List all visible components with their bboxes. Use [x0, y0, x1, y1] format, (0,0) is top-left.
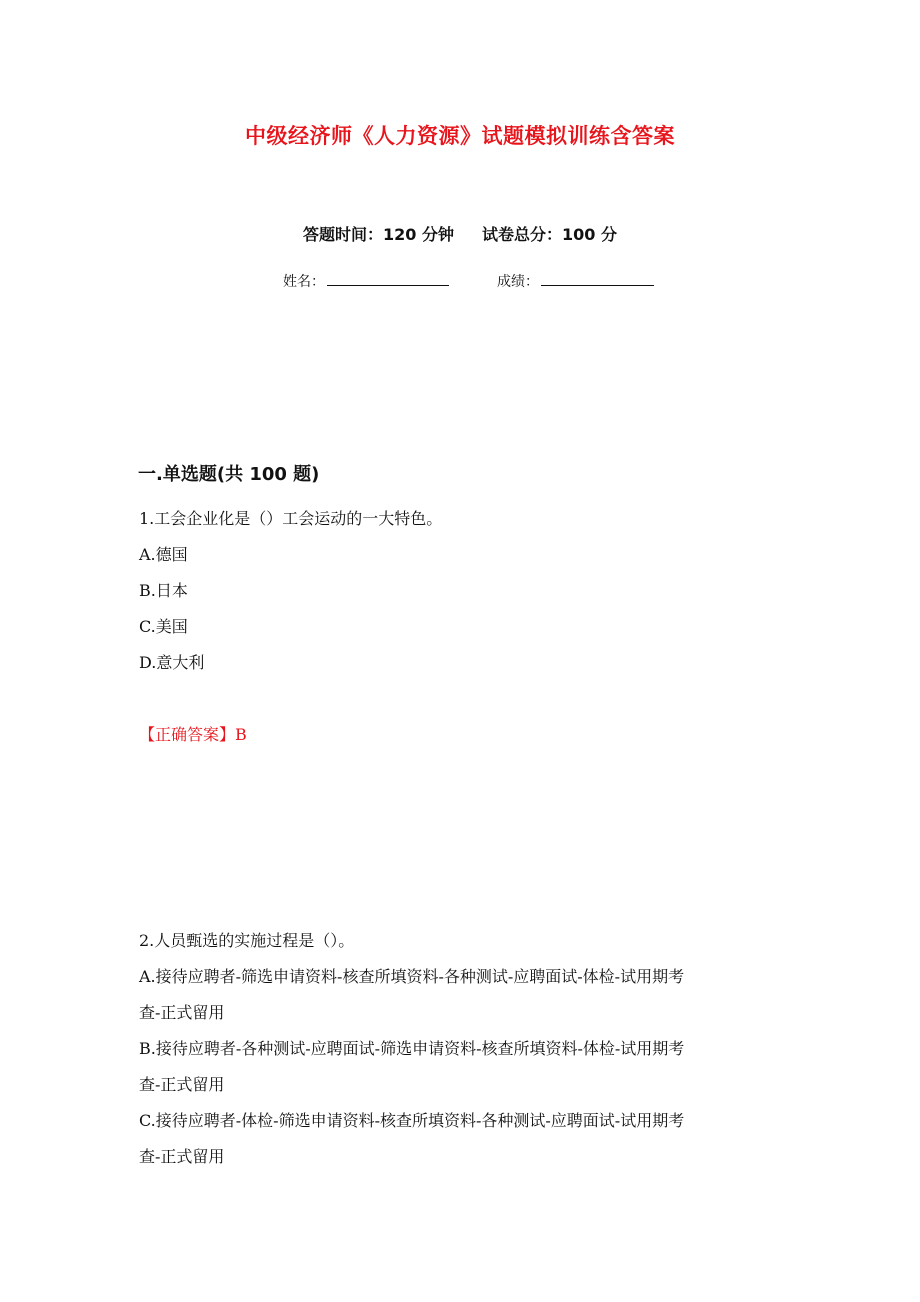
score-blank — [541, 271, 654, 286]
score-label: 成绩： — [497, 274, 539, 290]
question-2-stem: 2.人员甄选的实施过程是（）。 — [139, 931, 355, 950]
question-1-answer: 【正确答案】B — [139, 725, 247, 744]
question-2-option-a-line-2: 查-正式留用 — [139, 1003, 225, 1022]
question-2-option-a-line-1: A.接待应聘者-筛选申请资料-核查所填资料-各种测试-应聘面试-体检-试用期考 — [139, 967, 685, 986]
question-1-option-a: A.德国 — [139, 545, 188, 564]
name-score-row — [283, 271, 654, 291]
section-title: 一.单选题(共 100 题) — [138, 464, 320, 485]
question-1-option-c: C.美国 — [139, 617, 188, 636]
question-1-option-b: B.日本 — [139, 581, 188, 600]
exam-time: 答题时间：120 分钟 — [303, 225, 454, 244]
question-2-option-c-line-1: C.接待应聘者-体检-筛选申请资料-核查所填资料-各种测试-应聘面试-试用期考 — [139, 1111, 685, 1130]
total-score: 试卷总分：100 分 — [482, 225, 617, 244]
name-label: 姓名： — [283, 274, 325, 290]
question-1-option-d: D.意大利 — [139, 653, 205, 672]
page-title: 中级经济师《人力资源》试题模拟训练含答案 — [245, 124, 675, 148]
question-2-option-b-line-2: 查-正式留用 — [139, 1075, 225, 1094]
question-2-option-b-line-1: B.接待应聘者-各种测试-应聘面试-筛选申请资料-核查所填资料-体检-试用期考 — [139, 1039, 685, 1058]
name-blank — [327, 271, 449, 286]
exam-info — [0, 222, 920, 245]
question-1-stem: 1.工会企业化是（）工会运动的一大特色。 — [139, 509, 443, 528]
question-2-option-c-line-2: 查-正式留用 — [139, 1147, 225, 1166]
